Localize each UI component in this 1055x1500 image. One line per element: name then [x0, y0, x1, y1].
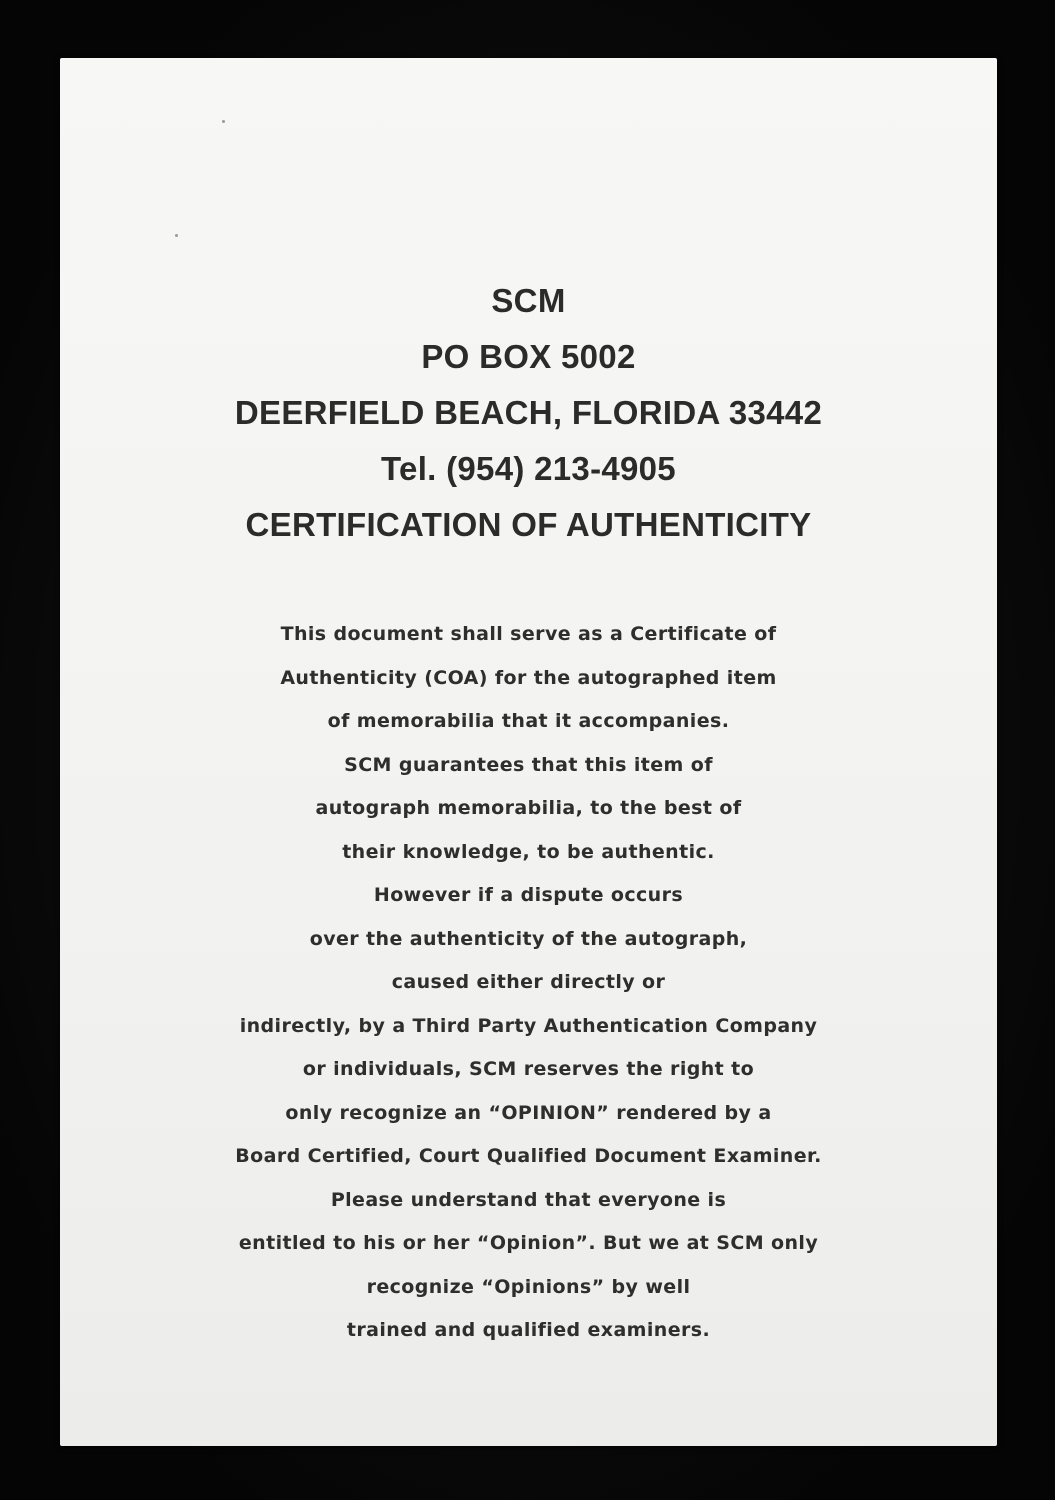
body-line: recognize “Opinions” by well — [366, 1275, 691, 1298]
body-line: SCM guarantees that this item of — [344, 753, 713, 776]
body-line: trained and qualified examiners. — [346, 1319, 711, 1341]
body-line: or individuals, SCM reserves the right to — [302, 1058, 755, 1080]
phone-number: Tel. (954) 213-4905 — [381, 450, 676, 487]
body-line: Board Certified, Court Qualified Document Examiner. — [235, 1145, 822, 1167]
company-name: SCM — [491, 282, 566, 319]
city-state-zip: DEERFIELD BEACH, FLORIDA 33442 — [234, 394, 823, 431]
body-line: caused either directly or — [391, 971, 666, 993]
paper-speck — [175, 234, 178, 237]
certificate-header — [60, 273, 997, 553]
certificate-card — [60, 58, 997, 1446]
body-line: over the authenticity of the autograph, — [309, 927, 748, 950]
body-line: autograph memorabilia, to the best of — [315, 797, 742, 819]
certificate-title: CERTIFICATION OF AUTHENTICITY — [245, 506, 812, 543]
body-line: This document shall serve as a Certificate of — [280, 623, 777, 645]
paper-speck — [222, 120, 225, 123]
body-line: only recognize an “OPINION” rendered by a — [285, 1101, 772, 1124]
body-line: indirectly, by a Third Party Authentication Company — [239, 1014, 818, 1037]
body-line: However if a dispute occurs — [373, 884, 684, 906]
body-line: their knowledge, to be authentic. — [342, 840, 715, 863]
body-line: Please understand that everyone is — [330, 1188, 727, 1211]
body-line: entitled to his or her “Opinion”. But we at SCM only — [238, 1232, 819, 1254]
body-line: of memorabilia that it accompanies. — [327, 710, 730, 732]
body-line: Authenticity (COA) for the autographed item — [280, 666, 777, 689]
po-box-address: PO BOX 5002 — [421, 338, 636, 375]
certificate-body — [60, 613, 997, 1353]
